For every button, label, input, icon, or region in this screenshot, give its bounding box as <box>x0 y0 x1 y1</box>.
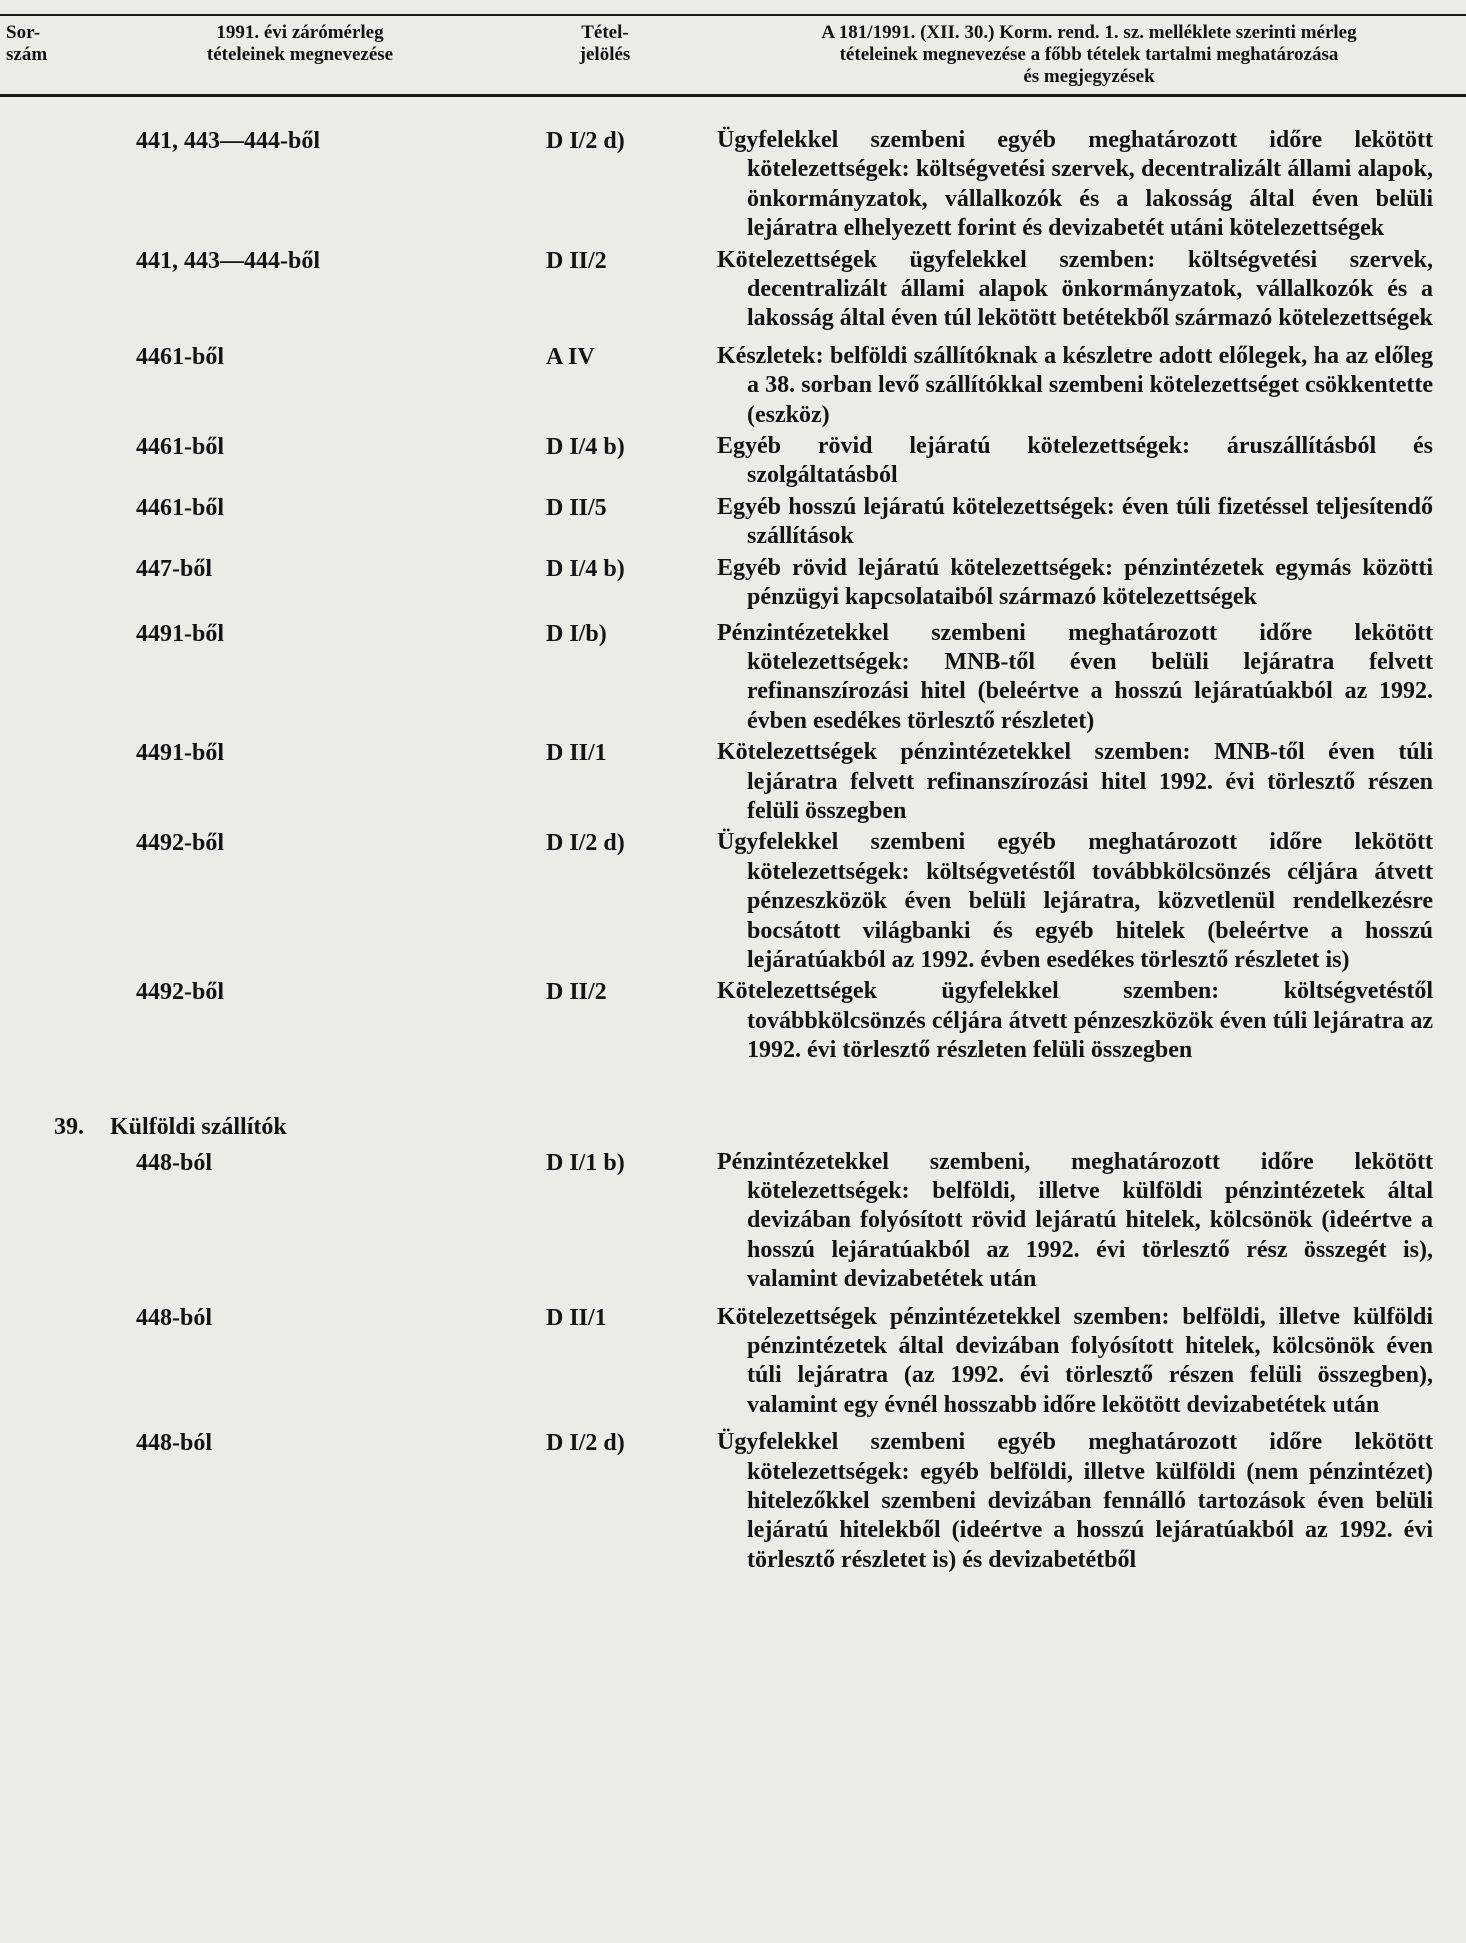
entry-account-code: 4461-ből <box>136 494 225 521</box>
entry-item-mark: D I/2 d) <box>546 128 625 154</box>
entry-item-mark: D II/2 <box>546 247 607 274</box>
list-item <box>0 977 1466 1065</box>
list-item <box>0 246 1466 334</box>
entry-description: Kötelezettségek pénzintézetekkel szemben: belföldi, illetve külföldi pénzintézetek által devizában folyósított hitelek, kölcsönök éven túli lejáratra (az 1992. évi törlesztő részen felüli összegben), valamint egy évnél hosszabb időre lekötött devizabetétek után <box>717 1303 1433 1418</box>
entry-item-mark: D I/2 d) <box>546 1430 625 1457</box>
entry-account-code: 4461-ből <box>136 434 225 461</box>
header-rule <box>0 94 1466 97</box>
entry-account-code: 4461-ből <box>136 343 225 370</box>
list-item <box>0 1428 1466 1575</box>
entry-account-code: 447-ből <box>136 555 213 582</box>
list-item <box>0 554 1466 613</box>
entry-description: Ügyfelekkel szembeni egyéb meghatározott időre lekötött kötelezettségek: költségvetési szervek, decentralizált állami alapok, önkormányzatok, vállalkozók és a lakosság által éven belüli lejáratra elhelyezett forint és devizabetét utáni kötelezettségek <box>717 127 1433 242</box>
entry-item-mark: D II/1 <box>546 1304 607 1331</box>
entry-description: Ügyfelekkel szembeni egyéb meghatározott időre lekötött kötelezettségek: költségvetéstől továbbkölcsönzés céljára átvett pénzeszközök éven belüli lejáratra, közvetlenül rendelkezésre bocsátott világbanki és egyéb hitelek (beleértve a hosszú lejáratúakból az 1992. évben esedékes törlesztő részletet is) <box>717 829 1433 973</box>
entry-description: Pénzintézetekkel szembeni, meghatározott időre lekötött kötelezettségek: belföldi, illetve külföldi pénzintézetek által devizában folyósított rövid lejáratú hitelek, kölcsönök (ideértve a hosszú lejáratúakból az 1992. évi törlesztő rész összegét is), valamint devizabetétek után <box>717 1148 1433 1293</box>
section-title: Külföldi szállítók <box>110 1113 287 1140</box>
header-row-number: Sor- szám <box>6 22 48 65</box>
entry-description: Kötelezettségek ügyfelekkel szemben: költségvetési szervek, decentralizált állami alapok önkormányzatok, vállalkozók és a lakosság által éven túl lekötött betétekből származó kötelezettségek <box>717 246 1433 332</box>
top-rule <box>0 14 1466 16</box>
entry-item-mark: D I/1 b) <box>546 1149 625 1176</box>
list-item <box>0 738 1466 826</box>
entry-account-code: 448-ból <box>136 1304 213 1331</box>
entry-description: Egyéb hosszú lejáratú kötelezettségek: éven túli fizetéssel teljesítendő szállítások <box>717 493 1433 550</box>
section-heading <box>0 1112 1466 1142</box>
entry-item-mark: D I/4 b) <box>546 434 625 461</box>
list-item <box>0 342 1466 430</box>
entry-description: Készletek: belföldi szállítóknak a készletre adott előlegek, ha az előleg a 38. sorban levő szállítókkal szembeni kötelezettséget csökkentette (eszköz) <box>717 342 1433 428</box>
entry-account-code: 4492-ből <box>136 979 225 1006</box>
entry-item-mark: D I/4 b) <box>546 555 625 582</box>
entry-item-mark: A IV <box>546 343 595 370</box>
entry-account-code: 4492-ből <box>136 830 225 857</box>
list-item <box>0 432 1466 491</box>
entry-item-mark: D II/5 <box>546 494 607 521</box>
entry-item-mark: D I/b) <box>546 620 607 647</box>
section-number: 39. <box>54 1113 84 1140</box>
entry-description: Egyéb rövid lejáratú kötelezettségek: áruszállításból és szolgáltatásból <box>717 433 1433 489</box>
list-item <box>0 126 1466 244</box>
entry-description: Kötelezettségek ügyfelekkel szemben: költségvetéstől továbbkölcsönzés céljára átvett pénzeszközök éven túli lejáratra az 1992. évi törlesztő részleten felüli összegben <box>717 978 1433 1064</box>
entry-account-code: 448-ból <box>136 1430 213 1457</box>
header-decree-description: A 181/1991. (XII. 30.) Korm. rend. 1. sz. melléklete szerinti mérleg tételeinek megnevezése a főbb tételek tartalmi meghatározása és megjegyzések <box>821 22 1357 87</box>
list-item <box>0 1303 1466 1421</box>
entry-account-code: 4491-ből <box>136 620 225 647</box>
entry-description: Kötelezettségek pénzintézetekkel szemben: MNB-től éven túli lejáratra felvett refinanszírozási hitel 1992. évi törlesztő részen felüli összegben <box>717 739 1433 824</box>
entry-description: Pénzintézetekkel szembeni meghatározott időre lekötött kötelezettségek: MNB-től éven belüli lejáratra felvett refinanszírozási hitel (beleértve a hosszú lejáratúakból az 1992. évben esedékes törlesztő részletet) <box>717 619 1433 734</box>
entry-item-mark: D II/1 <box>546 740 607 767</box>
entry-item-mark: D I/2 d) <box>546 830 625 857</box>
header-item-code: Tétel- jelölés <box>579 22 631 65</box>
entries-list <box>0 126 1466 1575</box>
header-balance-item: 1991. évi zárómérleg tételeinek megnevezése <box>206 22 394 65</box>
entry-description: Ügyfelekkel szembeni egyéb meghatározott időre lekötött kötelezettségek: egyéb belföldi, illetve külföldi (nem pénzintézet) hitelezőkkel szembeni devizában fennálló tartozások éven belüli lejáratú hitelekből (ideértve a hosszú lejáratúakból az 1992. évi törlesztő részletet is) és devizabetétből <box>717 1429 1433 1573</box>
list-item <box>0 828 1466 975</box>
entry-account-code: 441, 443—444-ből <box>136 247 321 274</box>
entry-account-code: 441, 443—444-ből <box>136 128 321 154</box>
entry-item-mark: D II/2 <box>546 979 607 1006</box>
entry-account-code: 448-ból <box>136 1149 213 1176</box>
list-item <box>0 493 1466 552</box>
list-item <box>0 619 1466 737</box>
list-item <box>0 1148 1466 1295</box>
entry-account-code: 4491-ből <box>136 740 225 767</box>
entry-description: Egyéb rövid lejáratú kötelezettségek: pénzintézetek egymás közötti pénzügyi kapcsolataiból származó kötelezettségek <box>717 554 1433 611</box>
